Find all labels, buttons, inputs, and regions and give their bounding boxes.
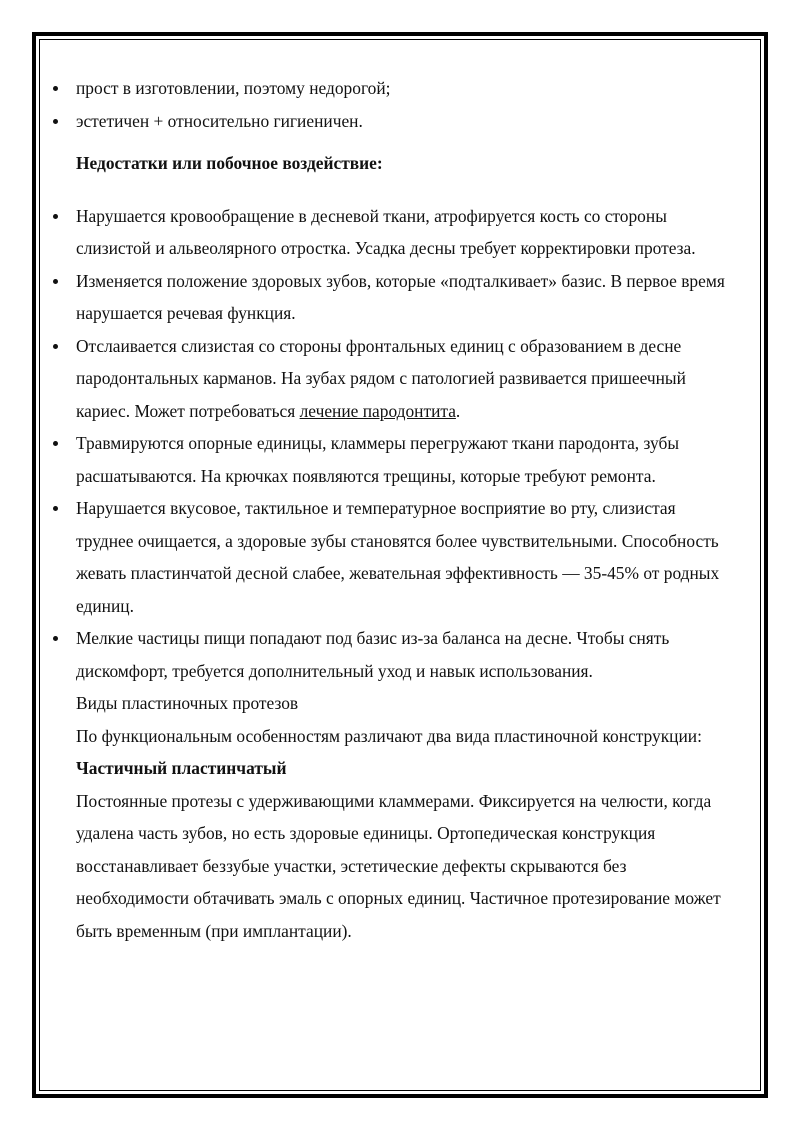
list-item: Изменяется положение здоровых зубов, которые «подталкивает» базис. В первое время нарушается речевая функция. [40, 265, 730, 330]
document-body [40, 72, 730, 947]
list-item-text-end: . [455, 400, 461, 421]
drawbacks-list [40, 200, 730, 688]
list-item: Нарушается кровообращение в десневой ткани, атрофируется кость со стороны слизистой и альвеолярного отростка. Усадка десны требует корректировки протеза. [40, 200, 730, 265]
periodontitis-treatment-link[interactable]: лечение пародонтита [299, 400, 456, 421]
types-intro: По функциональным особенностям различают два вида пластиночной конструкции: [76, 725, 702, 746]
list-item: Травмируются опорные единицы, кламмеры перегружают ткани пародонта, зубы расшатываются. На крючках появляются трещины, которые требуют ремонта. [40, 427, 730, 492]
list-item: Нарушается вкусовое, тактильное и температурное восприятие во рту, слизистая труднее очищается, а здоровые зубы становятся более чувствительными. Способность жевать пластинчатой десной слабее, жевательная эффективность — 35-45% от родных единиц. [40, 492, 730, 622]
list-item: прост в изготовлении, поэтому недорогой; [40, 72, 730, 105]
list-item: эстетичен + относительно гигиеничен. [40, 105, 730, 138]
partial-text: Постоянные протезы с удерживающими кламмерами. Фиксируется на челюсти, когда удалена часть зубов, но есть здоровые единицы. Ортопедическая конструкция восстанавливает беззубые участки, эстетические дефекты скрываются без необходимости обтачивать эмаль с опорных единиц. Частичное протезирование может быть временным (при имплантации). [76, 790, 721, 941]
advantages-list [40, 72, 730, 137]
list-item-text: Отслаивается слизистая со стороны фронтальных единиц с образованием в десне пародонтальных карманов. На зубах рядом с патологией развивается пришеечный кариес. Может потребоваться [76, 335, 686, 421]
types-title: Виды пластиночных протезов [76, 693, 299, 713]
list-item [40, 330, 730, 428]
partial-heading: Частичный пластинчатый [76, 758, 287, 778]
drawbacks-heading: Недостатки или побочное воздействие: [76, 153, 383, 173]
list-item: Мелкие частицы пищи попадают под базис из-за баланса на десне. Чтобы снять дискомфорт, требуется дополнительный уход и навык использования. [40, 622, 730, 687]
